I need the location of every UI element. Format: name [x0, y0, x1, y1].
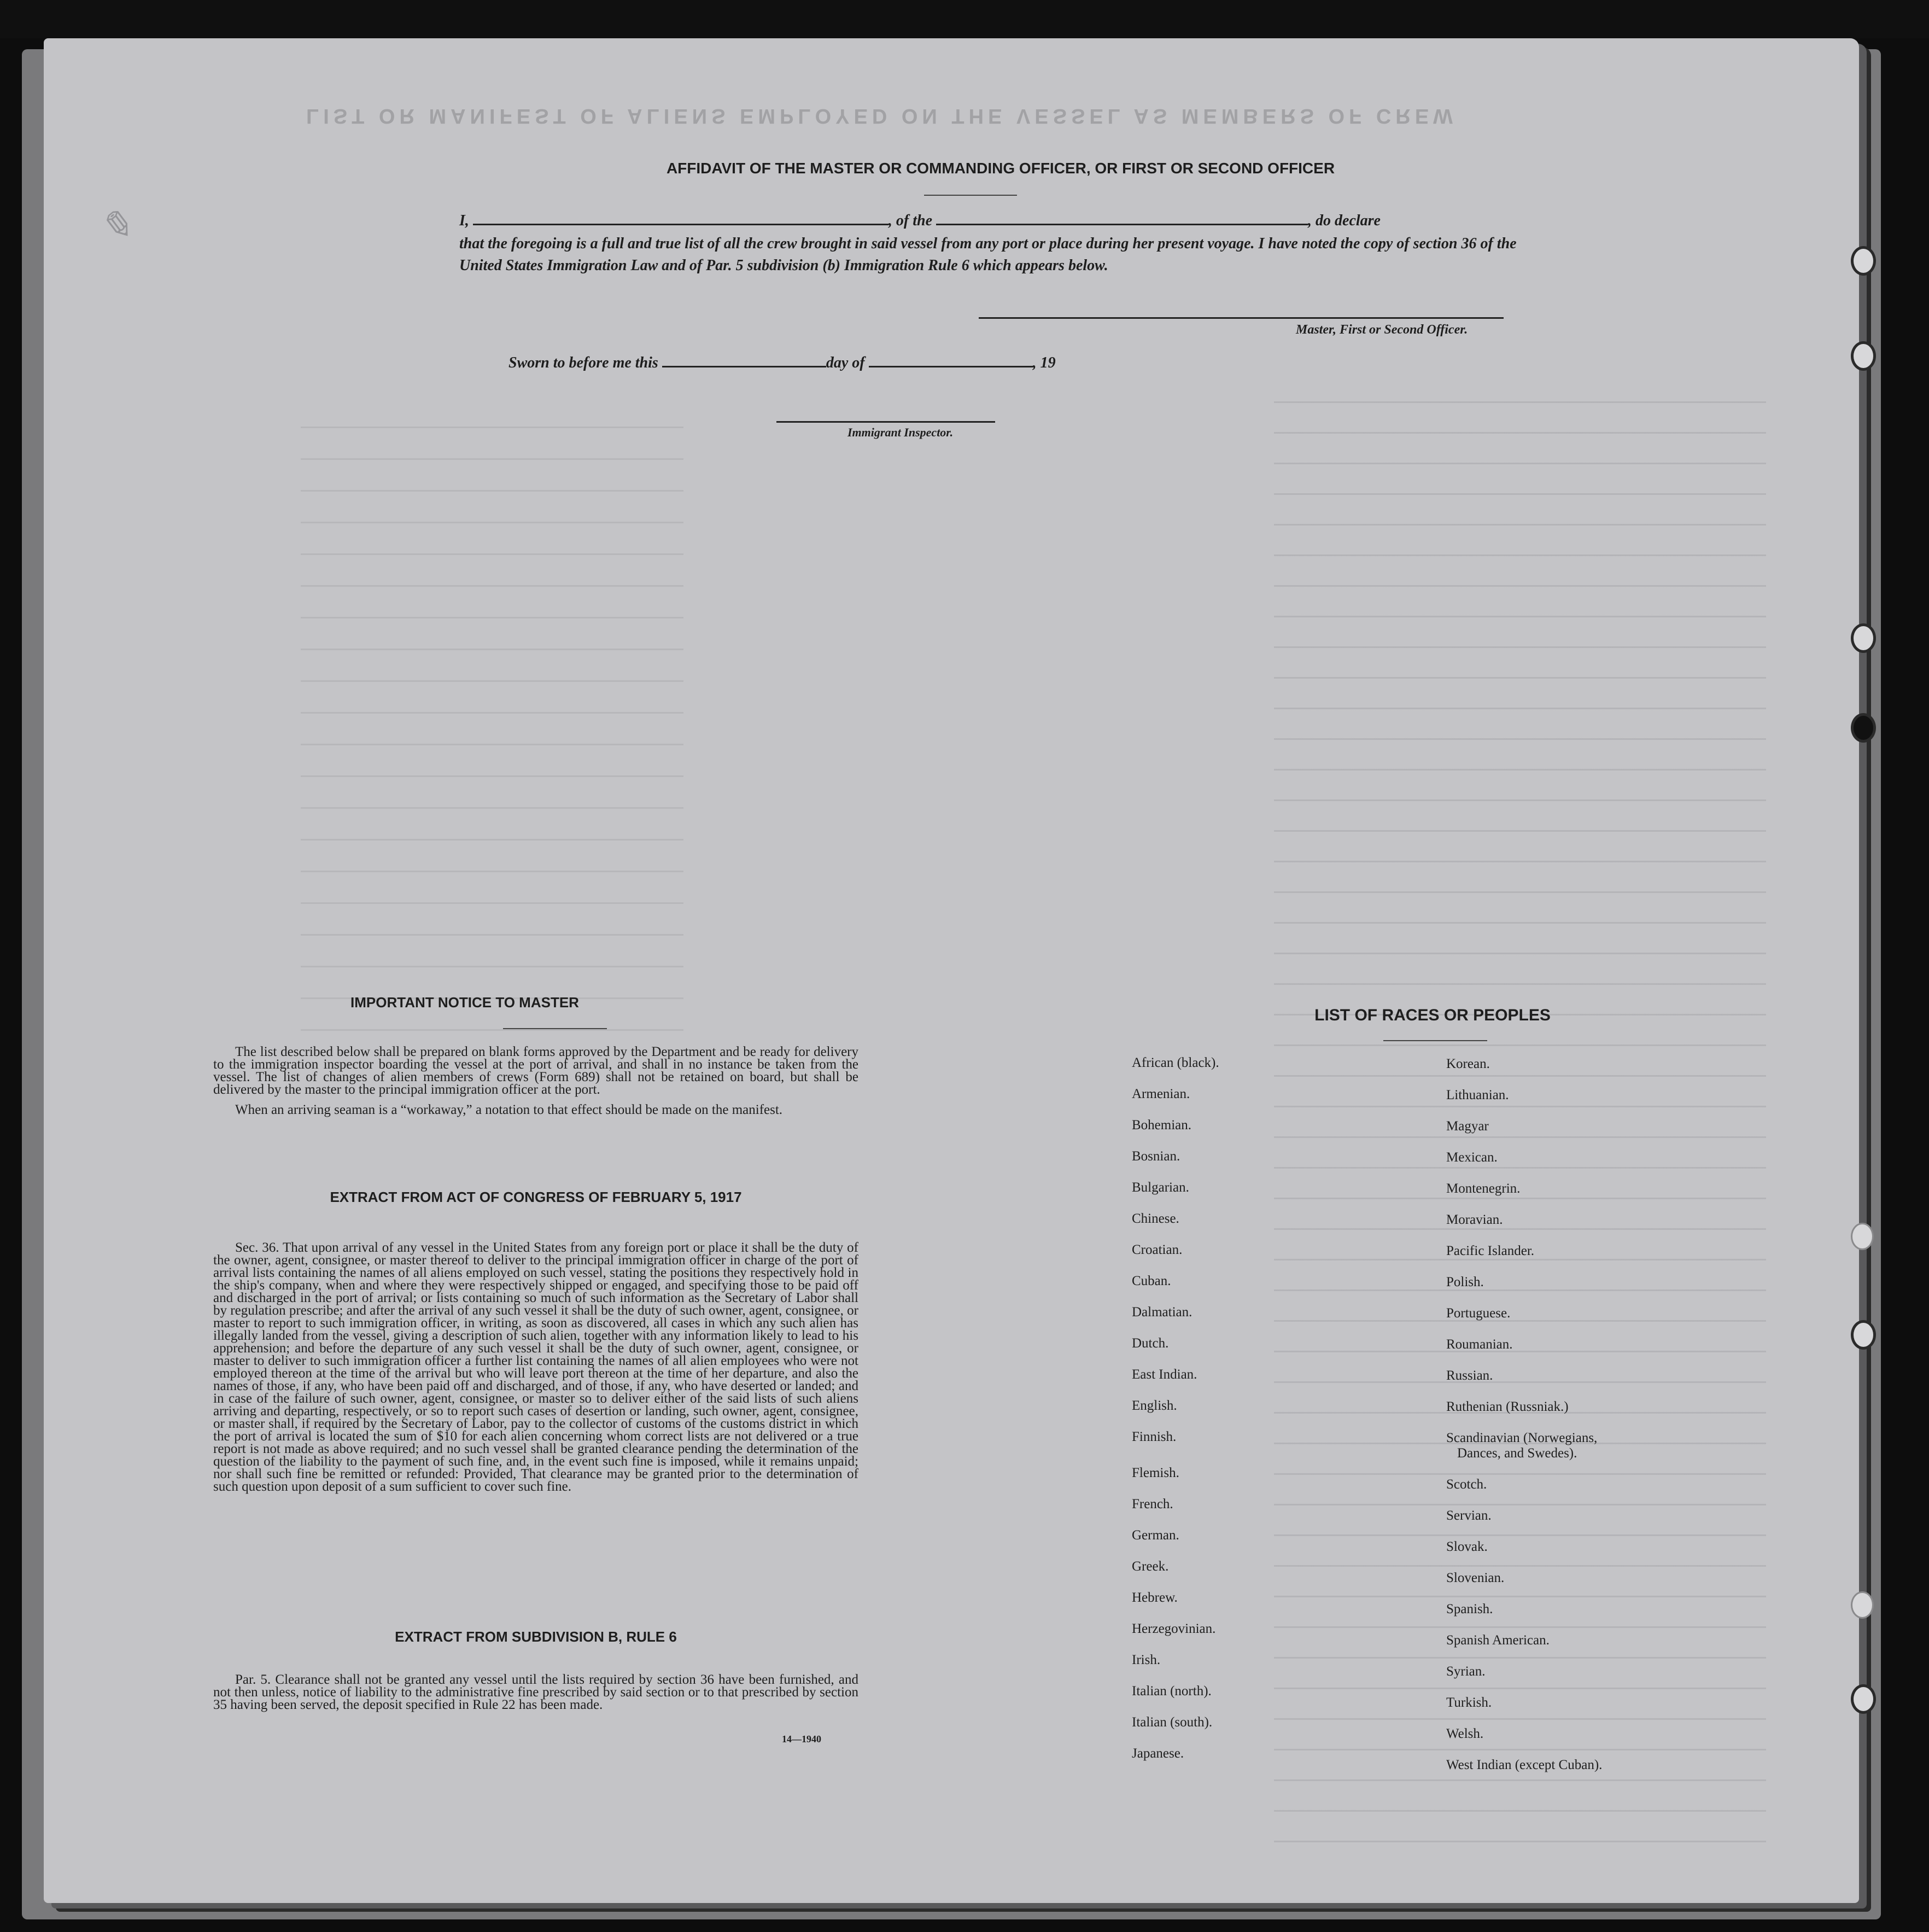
- line1-suffix: , do declare: [1308, 212, 1381, 229]
- document-page: [44, 38, 1859, 1903]
- race-item: Welsh.: [1446, 1726, 1484, 1741]
- race-item: French.: [1132, 1497, 1173, 1511]
- race-item: Cuban.: [1132, 1274, 1171, 1288]
- notice-paragraph-2: When an arriving seaman is a “workaway,” a notation to that effect should be made on the manifest.: [235, 1102, 783, 1117]
- race-item: Italian (north).: [1132, 1684, 1212, 1698]
- handwriting-bleed-area-left: [301, 399, 683, 1055]
- punch-hole: [1851, 1223, 1874, 1250]
- act-body: [213, 1241, 858, 1493]
- sworn-day-label: day of: [826, 354, 865, 371]
- race-item: Armenian.: [1132, 1087, 1190, 1101]
- race-item: Portuguese.: [1446, 1306, 1511, 1321]
- race-item: African (black).: [1132, 1055, 1219, 1070]
- race-item: Flemish.: [1132, 1466, 1179, 1480]
- line1-prefix: I,: [459, 212, 469, 229]
- punch-hole: [1851, 1320, 1876, 1350]
- sworn-day-field[interactable]: [662, 366, 826, 367]
- race-item: Moravian.: [1446, 1212, 1503, 1227]
- declarant-name-field[interactable]: [473, 224, 888, 225]
- race-item: Spanish American.: [1446, 1633, 1550, 1648]
- affidavit-declaration-line: [459, 212, 1553, 230]
- sworn-month-field[interactable]: [869, 366, 1033, 367]
- sworn-year-label: , 19: [1032, 354, 1056, 371]
- race-item: Slovak.: [1446, 1539, 1488, 1554]
- punch-hole: [1851, 246, 1876, 276]
- race-item: Montenegrin.: [1446, 1181, 1521, 1196]
- act-text: Sec. 36. That upon arrival of any vessel in the United States from any foreign port or place it shall be the duty of the owner, agent, consignee, or master thereof to deliver to the principal immigration officer in charge of the port of arrival lists containing the names of all aliens employed on such vessel, stating the positions they respectively hold in the ship's company, when and where they were respectively shipped or engaged, and specifying those to be paid off and discharged in the port of arrival; or lists containing so much of such information as the Secretary of Labor shall by regulation prescribe; and after the arrival of any such vessel it shall be the duty of such owner, agent, consignee, or master to report to such immigration officer, in writing, as soon as discovered, all cases in which any such alien has illegally landed from the vessel, giving a description of such alien, together with any information likely to lead to his apprehension; and before the departure of any such vessel it shall be the duty of such owner, agent, consignee, or master to deliver to such immigration officer a further list containing the names of all alien employees who were not employed thereon at the time of the arrival but who will leave port thereon at the time of her departure, and also the names of those, if any, who have been paid off and discharged, and of those, if any, who have deserted or landed; and in case of the failure of such owner, agent, consignee, or master so to deliver either of the said lists of such aliens arriving and departing, respectively, or so to report such cases of desertion or landing, such owner, agent, consignee, or master shall, if required by the Secretary of Labor, pay to the collector of customs of the customs district in which the port of arrival is located the sum of $10 for each alien concerning whom correct lists are not delivered or a true report is not made as above required; and no such vessel shall be granted clearance pending the determination of the question of the liability to the payment of such fine, and, in the event such fine is imposed, while it remains unpaid; nor shall such fine be remitted or refunded: Provided, That clearance may be granted prior to the determination of such question upon deposit of a sum sufficient to cover such fine.: [213, 1240, 858, 1494]
- race-item: Russian.: [1446, 1368, 1493, 1383]
- race-item: West Indian (except Cuban).: [1446, 1758, 1603, 1772]
- race-item: Lithuanian.: [1446, 1088, 1509, 1102]
- race-item: Herzegovinian.: [1132, 1621, 1216, 1636]
- races-title: LIST OF RACES OR PEOPLES: [1314, 1006, 1551, 1024]
- race-item: Bosnian.: [1132, 1149, 1180, 1164]
- divider: [503, 1028, 607, 1029]
- race-item: Dalmatian.: [1132, 1305, 1193, 1320]
- divider: [1383, 1040, 1487, 1041]
- race-item: Ruthenian (Russniak.): [1446, 1399, 1569, 1414]
- punch-hole: [1851, 623, 1876, 653]
- bleed-through-header: LIST OR MANIFEST OF ALIENS EMPLOYED ON THE VESSEL AS MEMBERS OF CREW: [306, 104, 1457, 127]
- race-item: Mexican.: [1446, 1150, 1498, 1165]
- punch-hole: [1851, 341, 1876, 371]
- race-item: Magyar: [1446, 1119, 1489, 1134]
- handwriting-bleed: ✎: [98, 202, 132, 248]
- notice-paragraph-1: The list described below shall be prepared on blank forms approved by the Department and be ready for delivery to the immigration inspector boarding the vessel at the port of arrival, and shall in no instance be taken from the vessel. The list of changes of alien members of crews (Form 689) shall not be retained on board, but shall be delivered by the master to the principal immigration officer at the port.: [213, 1044, 858, 1097]
- races-right-column: [1446, 1057, 1774, 1822]
- master-label: Master, First or Second Officer.: [1296, 323, 1468, 337]
- race-item: Korean.: [1446, 1057, 1490, 1071]
- affidavit-title: AFFIDAVIT OF THE MASTER OR COMMANDING OFFICER, OR FIRST OR SECOND OFFICER: [666, 160, 1335, 177]
- race-item: Pacific Islander.: [1446, 1244, 1535, 1258]
- race-item: Hebrew.: [1132, 1590, 1178, 1605]
- form-number: 14—1940: [782, 1733, 821, 1744]
- punch-hole: [1851, 1591, 1874, 1619]
- punch-hole: [1851, 1684, 1876, 1714]
- race-item: Italian (south).: [1132, 1715, 1213, 1730]
- race-item: Finnish.: [1132, 1429, 1177, 1444]
- affidavit-body: that the foregoing is a full and true list of all the crew brought in said vessel from any port or place during her present voyage. I have noted the copy of section 36 of the United States Immigration Law and of Par. 5 subdivision (b) Immigration Rule 6 which appears below.: [459, 235, 1517, 274]
- race-item: Spanish.: [1446, 1602, 1493, 1616]
- race-item: German.: [1132, 1528, 1179, 1543]
- race-item: Polish.: [1446, 1275, 1484, 1289]
- scan-border: [0, 0, 1929, 38]
- race-item: Turkish.: [1446, 1695, 1492, 1710]
- sworn-line: [508, 354, 1274, 372]
- race-item: Roumanian.: [1446, 1337, 1513, 1352]
- vessel-name-field[interactable]: [936, 224, 1308, 225]
- punch-hole: [1851, 713, 1876, 743]
- race-item: Irish.: [1132, 1653, 1161, 1667]
- race-item: Chinese.: [1132, 1211, 1179, 1226]
- race-item: Greek.: [1132, 1559, 1169, 1574]
- race-item: Dutch.: [1132, 1336, 1169, 1351]
- line1-middle: , of the: [888, 212, 933, 229]
- act-title: EXTRACT FROM ACT OF CONGRESS OF FEBRUARY 5, 1917: [330, 1189, 742, 1205]
- rule-text: Par. 5. Clearance shall not be granted any vessel until the lists required by section 36 have been furnished, and not then unless, notice of liability to the administrative fine prescribed by said section or to that prescribed by section 35 having been served, the deposit specified in Rule 22 has been made.: [213, 1672, 858, 1712]
- inspector-label: Immigrant Inspector.: [847, 425, 954, 439]
- rule-title: EXTRACT FROM SUBDIVISION B, RULE 6: [395, 1629, 677, 1645]
- inspector-signature-line[interactable]: [776, 421, 995, 423]
- sworn-prefix: Sworn to before me this: [508, 354, 658, 371]
- race-item: Croatian.: [1132, 1242, 1183, 1257]
- divider: [924, 195, 1017, 196]
- race-item: Bulgarian.: [1132, 1180, 1189, 1195]
- race-item: English.: [1132, 1398, 1177, 1413]
- race-item: Scandinavian (Norwegians,: [1446, 1431, 1598, 1445]
- race-item: East Indian.: [1132, 1367, 1197, 1382]
- race-item: Servian.: [1446, 1508, 1492, 1523]
- race-item: Japanese.: [1132, 1746, 1184, 1761]
- race-item: Bohemian.: [1132, 1118, 1192, 1133]
- notice-body: [213, 1046, 858, 1116]
- race-item: Dances, and Swedes).: [1457, 1446, 1577, 1461]
- master-signature-line[interactable]: [979, 317, 1504, 319]
- race-item: Slovenian.: [1446, 1571, 1505, 1585]
- notice-title: IMPORTANT NOTICE TO MASTER: [350, 994, 579, 1011]
- race-item: Scotch.: [1446, 1477, 1487, 1492]
- rule-body: [213, 1673, 858, 1711]
- race-item: Syrian.: [1446, 1664, 1486, 1679]
- races-left-column: [1132, 1055, 1405, 1821]
